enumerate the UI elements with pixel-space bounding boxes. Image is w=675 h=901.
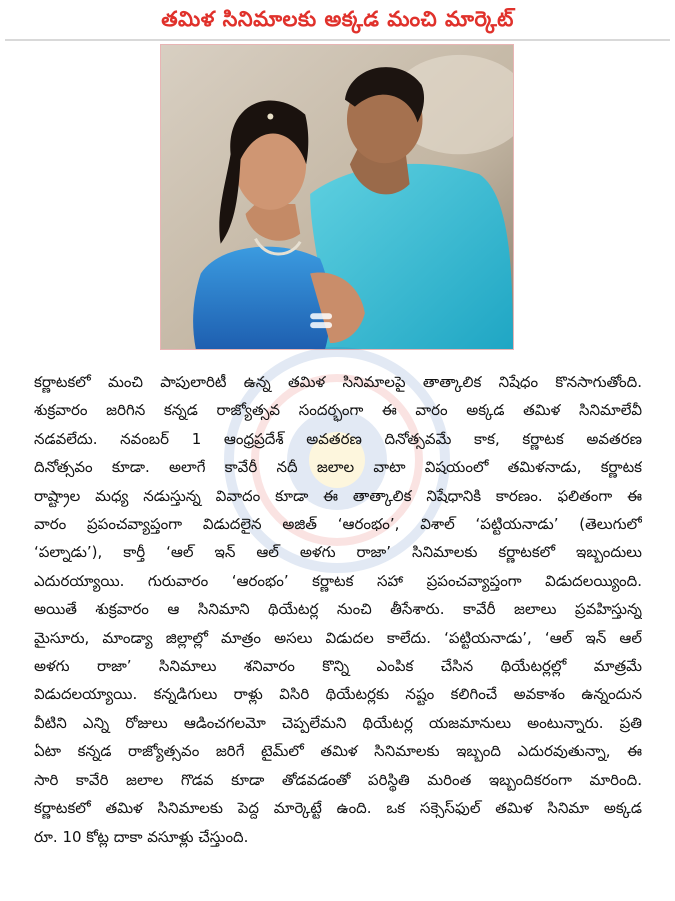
article-line: ఏటా కన్నడ రాజ్యోత్సవం జరిగే టైమ్‌లో తమిళ సినిమాలకు ఇబ్బంది ఎదురవుతున్నా, ఈ [34,742,642,761]
article-line: సారి కావేరి జలాల గొడవ కూడా తోడవడంతో పరిస్థితి మరింత ఇబ్బందికరంగా మారింది. [34,770,642,789]
headline-bar [5,4,670,41]
article-line: వారం ప్రపంచవ్యాప్తంగా విడుదలైన అజిత్ ‘ఆరంభం’, విశాల్ ‘పట్టియనాడు’ (తెలుగులో [34,515,642,534]
article-photo [160,44,514,350]
article-line: దినోత్సవం కూడా. అలాగే కావేరీ నదీ జలాల వాటా విషయంలో తమిళనాడు, కర్ణాటక [34,458,642,477]
article-line: శుక్రవారం జరిగిన కన్నడ రాజ్యోత్సవ సందర్భంగా ఈ వారం అక్కడ తమిళ సినిమాలేవీ [34,401,642,420]
article-line: అయితే శుక్రవారం ఆ సినిమాని థియేటర్ల నుంచి తీసేశారు. కావేరీ జలాలు ప్రవహిస్తున్న [34,600,642,619]
article-line: అళగు రాజా’ సినిమాలు శనివారం కొన్ని ఎంపిక చేసిన థియేటర్లల్లో మాత్రమే [34,657,642,676]
article-line: రాష్ట్రాల మధ్య నడుస్తున్న వివాదం కూడా ఈ తాత్కాలిక నిషేధానికి కారణం. ఫలితంగా ఈ [34,486,642,505]
article-line: ‘పల్నాడు’), కార్తీ ‘ఆల్ ఇన్ ఆల్ అళగు రాజా’ సినిమాలకు కర్ణాటకలో ఇబ్బందులు [34,543,642,562]
article-line: విడుదలయ్యాయి. కన్నడిగులు రాళ్లు విసిరి థియేటర్లకు నష్టం కలిగించే అవకాశం ఉన్నందున [34,685,642,704]
headline: తమిళ సినిమాలకు అక్కడ మంచి మార్కెట్ [161,6,514,31]
article-line: ఎదురయ్యాయి. గురువారం ‘ఆరంభం’ కర్ణాటక సహా ప్రపంచవ్యాప్తంగా విడుదలయ్యింది. [34,571,642,590]
article-line: నడవలేదు. నవంబర్ 1 ఆంధ్రప్రదేశ్ అవతరణ దినోత్సవమే కాక, కర్ణాటక అవతరణ [34,429,642,448]
article-line: రూ. 10 కోట్ల దాకా వసూళ్లు చేస్తుంది. [34,827,249,846]
article-line: మైసూరు, మాండ్యా జిల్లాల్లో మాత్రం అసలు విడుదల కాలేదు. ‘పట్టియనాడు’, ‘ఆల్ ఇన్ ఆల్ [34,628,642,647]
article-body [34,368,642,851]
article-line: కర్ణాటకలో తమిళ సినిమాలకు పెద్ద మార్కెట్టే ఉంది. ఒక సక్సెస్‌ఫుల్ తమిళ సినిమా అక్కడ [34,799,642,818]
article-line: వీటిని ఎన్ని రోజులు ఆడించగలమో చెప్పలేమని థియేటర్ల యజమానులు అంటున్నారు. ప్రతి [34,713,642,732]
article-line: కర్ణాటకలో మంచి పాపులారిటీ ఉన్న తమిళ సినిమాలపై తాత్కాలిక నిషేధం కొనసాగుతోంది. [34,373,642,391]
photo-illustration [161,45,513,349]
